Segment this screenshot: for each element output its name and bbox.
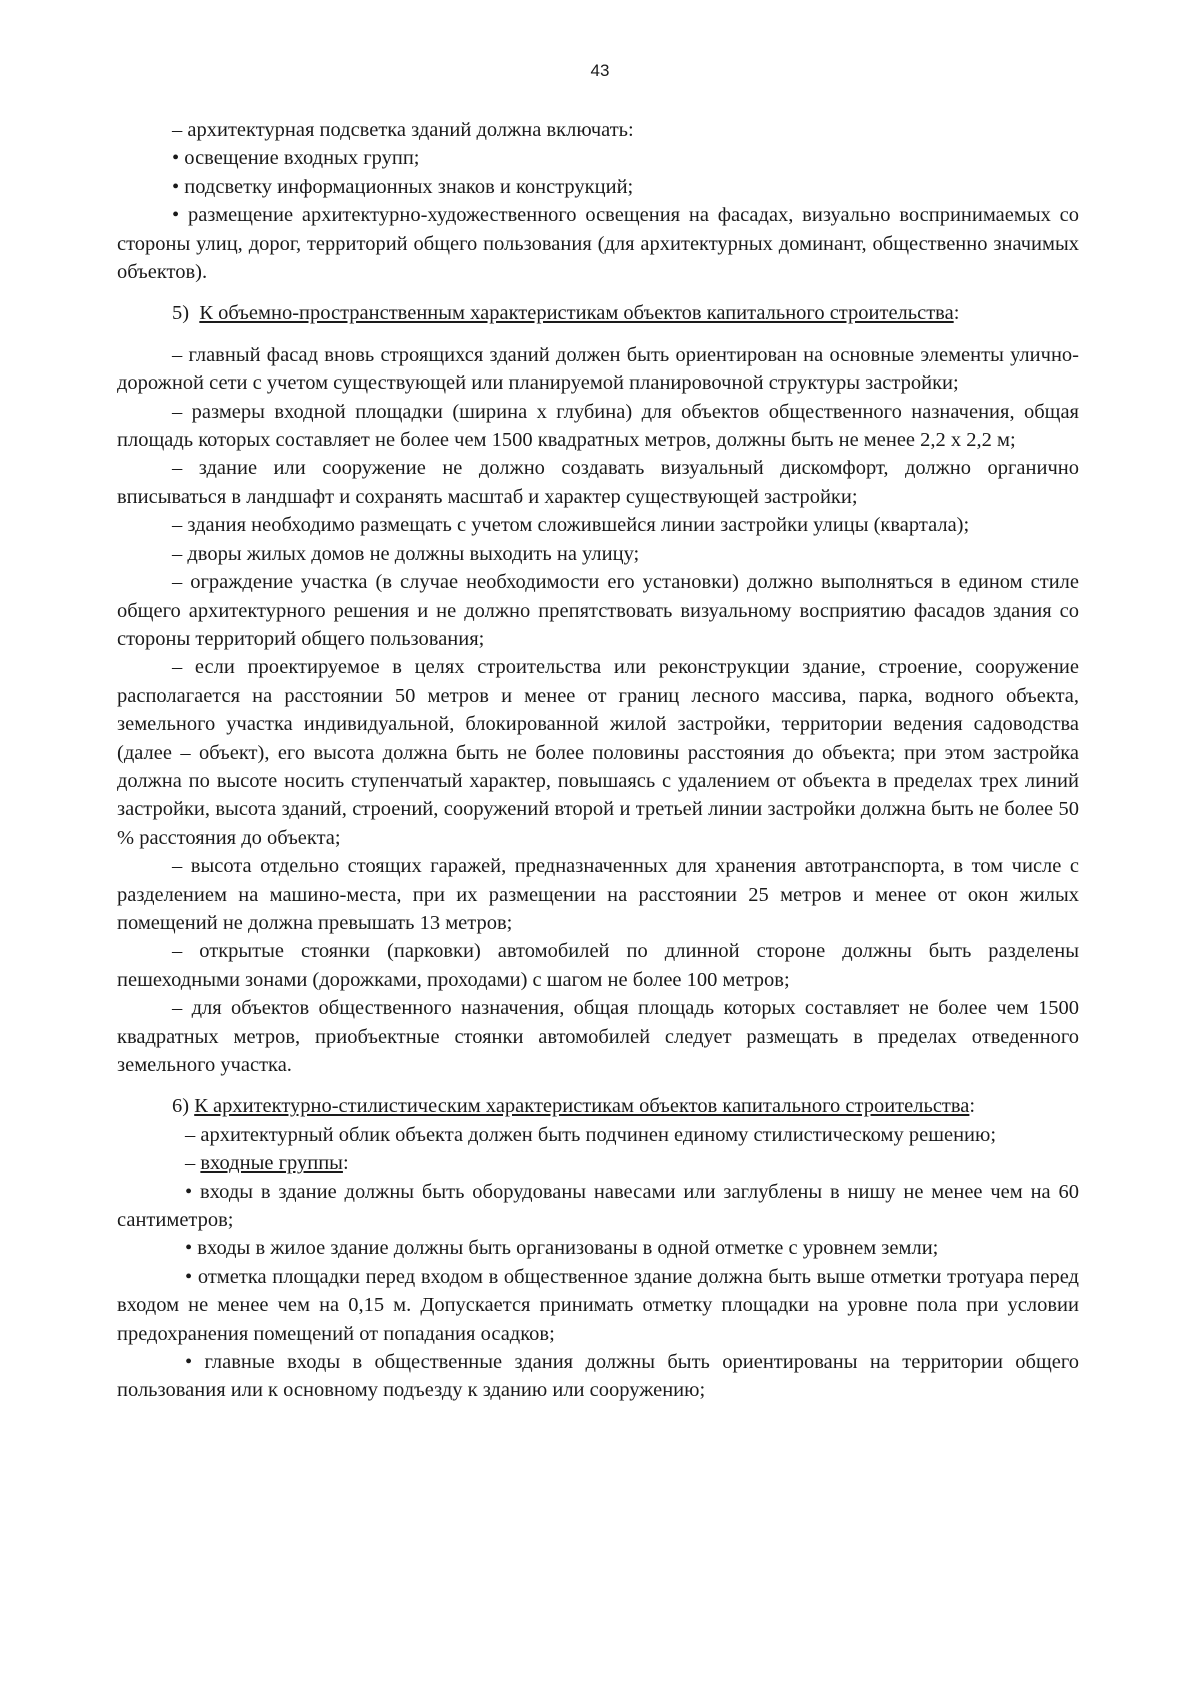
bullet-facade-lighting: • размещение архитектурно-художественного освещения на фасадах, визуально воспринимаемых со стороны улиц, дорог, территорий общего пользования (для архитектурных доминант, общественно значимых объектов).: [117, 204, 1079, 284]
section-title-6: К архитектурно-стилистическим характеристикам объектов капитального строительства: [194, 1095, 970, 1118]
document-body: [117, 116, 1079, 1405]
bullet-ground-level: • входы в жилое здание должны быть организованы в одной отметке с уровнем земли;: [185, 1237, 939, 1260]
bullet-platform-mark: • отметка площадки перед входом в общественное здание должна быть выше отметки тротуара перед входом не менее чем на 0,15 м. Допускается принимать отметку площадки на уровне пола при условии предохранения помещений от попадания осадков;: [117, 1265, 1079, 1345]
paragraph-entrance-groups: – входные группы:: [185, 1152, 349, 1175]
bullet-main-entrances: • главные входы в общественные здания должны быть ориентированы на территории общего пользования или к основному подъезду к зданию или сооружению;: [117, 1351, 1079, 1402]
paragraph-yards: – дворы жилых домов не должны выходить на улицу;: [172, 542, 640, 565]
paragraph-style: – архитектурный облик объекта должен быть подчинен единому стилистическому решению;: [185, 1123, 997, 1146]
paragraph-garages: – высота отдельно стоящих гаражей, предназначенных для хранения автотранспорта, в том числе с разделением на машино-места, при их размещении на расстоянии 25 метров и менее от окон жилых помещений не должна превышать 13 метров;: [117, 855, 1079, 934]
paragraph-entrance-size: – размеры входной площадки (ширина х глубина) для объектов общественного назначения, общая площадь которых составляет не более чем 1500 квадратных метров, должны быть не менее 2,2 х 2,2 м;: [117, 400, 1079, 452]
bullet-entrance-lighting: • освещение входных групп;: [172, 147, 420, 170]
section-number-5: 5): [172, 302, 190, 325]
paragraph-main-facade: – главный фасад вновь строящихся зданий должен быть ориентирован на основные элементы улично-дорожной сети с учетом существующей или планируемой планировочной структуры застройки;: [117, 343, 1079, 395]
paragraph-fence: – ограждение участка (в случае необходимости его установки) должно выполняться в едином стиле общего архитектурного решения и не должно препятствовать визуальному восприятию фасадов здания со стороны территорий общего пользования;: [117, 571, 1079, 650]
section-title-5: К объемно-пространственным характеристикам объектов капитального строительства: [199, 302, 954, 325]
paragraph-lighting-intro: – архитектурная подсветка зданий должна включать:: [172, 119, 634, 141]
bullet-canopies: • входы в здание должны быть оборудованы навесами или заглублены в нишу не менее чем на 60 сантиметров;: [117, 1180, 1079, 1232]
section-number-6: 6): [172, 1095, 190, 1118]
paragraph-parking-placement: – для объектов общественного назначения, общая площадь которых составляет не более чем 1500 квадратных метров, приобъектные стоянки автомобилей следует размещать в пределах отведенного земельного участка.: [117, 997, 1079, 1076]
paragraph-building-line: – здания необходимо размещать с учетом сложившейся линии застройки улицы (квартала);: [172, 514, 970, 537]
section-heading-5: 5) К объемно-пространственным характеристикам объектов капитального строительства:: [172, 302, 960, 325]
paragraph-height-limit: – если проектируемое в целях строительства или реконструкции здание, строение, сооружение располагается на расстоянии 50 метров и менее от границ лесного массива, парка, водного объекта, земельного участка индивидуальной, блокированной жилой застройки, территории ведения садоводства (далее – объект), его высота должна быть не более половины расстояния до объекта; при этом застройка должна по высоте носить ступенчатый характер, повышаясь с удалением от объекта в пределах трех линий застройки, высота зданий, строений, сооружений второй и третьей линии застройки должна быть не более 50 % расстояния до объекта;: [117, 656, 1079, 849]
paragraph-parking-zones: – открытые стоянки (парковки) автомобилей по длинной стороне должны быть разделены пешеходными зонами (дорожками, проходами) с шагом не более 100 метров;: [117, 940, 1079, 991]
bullet-sign-lighting: • подсветку информационных знаков и конструкций;: [172, 175, 634, 198]
page-number: 43: [590, 61, 610, 80]
section-heading-6: 6) К архитектурно-стилистическим характеристикам объектов капитального строительства:: [172, 1095, 976, 1118]
paragraph-visual-comfort: – здание или сооружение не должно создавать визуальный дискомфорт, должно органично вписываться в ландшафт и сохранять масштаб и характер существующей застройки;: [117, 457, 1079, 508]
